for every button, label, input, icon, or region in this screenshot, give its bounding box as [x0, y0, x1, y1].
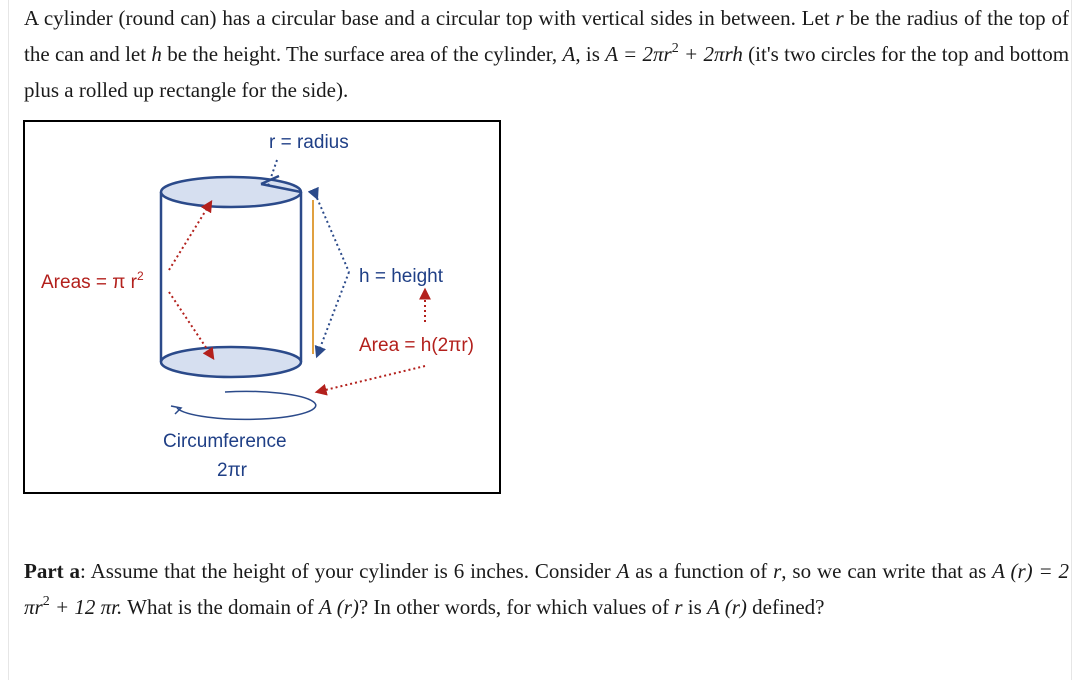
surface-area-formula: A = 2πr — [605, 42, 672, 66]
height-leader-top — [317, 198, 349, 272]
surface-area-formula-tail: + 2πrh — [684, 42, 743, 66]
radius-label: r = radius — [269, 132, 349, 153]
side-area-arrow — [317, 366, 425, 392]
intro-text-3: be the height. The surface area of the cylinder, — [167, 42, 558, 66]
var-r: r — [835, 6, 844, 30]
part-a-var-r: r — [773, 559, 782, 583]
part-a-text-3: , so we can write that as — [781, 559, 987, 583]
intro-text-2: be the radius of the top of the can and let — [24, 6, 1069, 66]
intro-text-4: , is — [575, 42, 600, 66]
circumference-label: Circumference — [163, 431, 287, 452]
circumference-arrowhead — [171, 406, 181, 414]
part-a-text-7: defined? — [752, 595, 825, 619]
part-a-var-r2: r — [674, 595, 683, 619]
function-ref-1: A (r) — [319, 595, 359, 619]
circumference-value: 2πr — [217, 460, 248, 481]
area-function-exponent: 2 — [42, 594, 50, 609]
areas-label: Areas = π $r^2$ — [41, 269, 144, 293]
intro-text-5: (it's two circles for the top and bottom plus a rolled up rectangle for the side). — [24, 42, 1070, 102]
var-h: h — [151, 42, 162, 66]
function-ref-2: A (r) — [707, 595, 747, 619]
part-a-var-A: A — [616, 559, 630, 583]
formula-exponent: 2 — [671, 41, 679, 56]
part-a-text-4: What is the domain of — [127, 595, 314, 619]
area-function-tail: + 12 πr. — [54, 595, 123, 619]
height-label: h = height — [359, 266, 443, 287]
cylinder-diagram — [25, 122, 499, 492]
cylinder-figure — [23, 120, 501, 494]
var-A: A — [562, 42, 576, 66]
part-a-label: Part a — [24, 559, 81, 583]
intro-paragraph — [24, 0, 1069, 108]
side-area-label: Area = h(2πr) — [359, 335, 475, 356]
cylinder-top — [161, 177, 301, 207]
area-function: A (r) = 2 πr — [24, 559, 1070, 619]
part-a-paragraph — [24, 553, 1069, 625]
height-leader-bottom — [317, 272, 349, 356]
cylinder-bottom — [161, 347, 301, 377]
circumference-ellipse — [177, 391, 316, 419]
part-a-text-5: ? In other words, for which values of — [358, 595, 670, 619]
cylinder-body — [161, 192, 301, 362]
part-a-text-1: : Assume that the height of your cylinder is 6 inches. Consider — [80, 559, 611, 583]
part-a-text-2: as a function of — [635, 559, 768, 583]
part-a-text-6: is — [687, 595, 702, 619]
intro-text-1: A cylinder (round can) has a circular base and a circular top with vertical sides in between. Let — [24, 6, 830, 30]
